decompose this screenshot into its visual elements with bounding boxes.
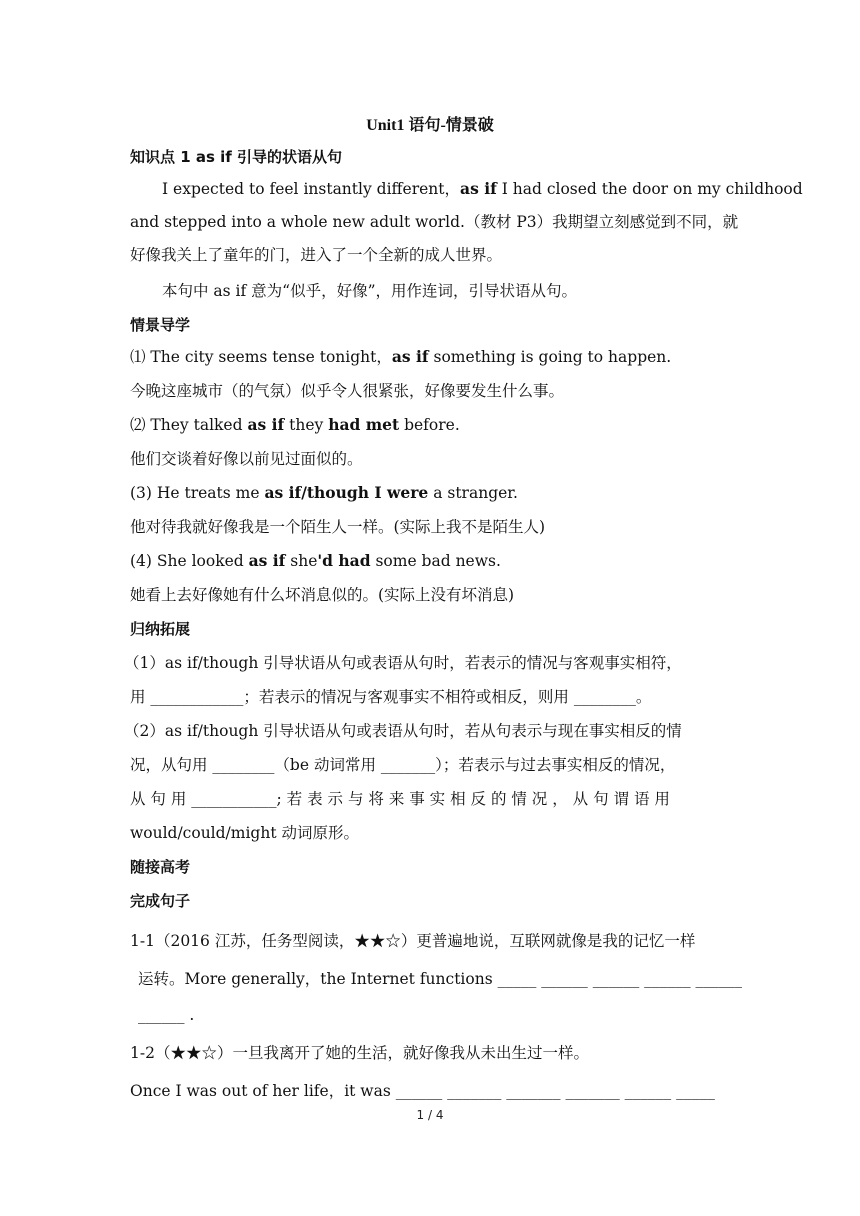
scene-heading: 情景导学	[130, 316, 191, 334]
summary-point-2-line-1: （2）as if/though 引导状语从句或表语从句时，若从句表示与现在事实相反的情	[124, 722, 682, 740]
scene-sentence-1: ⑴ The city seems tense tonight，as if something is going to happen.	[130, 347, 672, 366]
summary-heading: 归纳拓展	[130, 620, 191, 638]
summary-point-1-line-1: （1）as if/though 引导状语从句或表语从句时，若表示的情况与客观事实相符，	[124, 654, 682, 672]
page-number: 1 / 4	[416, 1108, 444, 1122]
summary-point-2-line-4: would/could/might 动词原形。	[130, 824, 359, 842]
exercise-1-1-line-3: ______ .	[138, 1006, 195, 1024]
bold-phrase: as if	[460, 179, 497, 198]
scene-sentence-4: (4) She looked as if she'd had some bad news.	[130, 551, 501, 570]
example-note: 本句中 as if 意为“似乎，好像”，用作连词，引导状语从句。	[162, 282, 578, 300]
scene-sentence-2: ⑵ They talked as if they had met before.	[130, 415, 460, 434]
example-line-1: I expected to feel instantly different，as if I had closed the door on my childhood	[162, 179, 803, 198]
exercise-1-1-line-1: 1-1（2016 江苏，任务型阅读，★★☆）更普遍地说，互联网就像是我的记忆一样	[130, 932, 696, 950]
complete-sentences-heading: 完成句子	[130, 892, 191, 910]
page-title: Unit1 语句-情景破	[366, 117, 494, 134]
example-line-2: and stepped into a whole new adult world.（教材 P3）我期望立刻感觉到不同，就	[130, 213, 739, 231]
scene-translation-1: 今晚这座城市（的气氛）似乎令人很紧张，好像要发生什么事。	[130, 382, 565, 400]
scene-sentence-3: (3) He treats me as if/though I were a stranger.	[130, 483, 518, 502]
summary-point-2-line-2: 况，从句用 ________（be 动词常用 _______）；若表示与过去事实相反的情况，	[130, 756, 676, 774]
summary-point-2-line-3: 从 句 用 ___________; 若 表 示 与 将 来 事 实 相 反 的 情 况 ， 从 句 谓 语 用	[130, 790, 670, 808]
exercise-1-1-line-2: 运转。More generally，the Internet functions _____ ______ ______ ______ ______	[138, 970, 743, 988]
exam-heading: 随接高考	[130, 858, 191, 876]
exercise-1-2-line-1: 1-2（★★☆）一旦我离开了她的生活，就好像我从未出生过一样。	[130, 1044, 589, 1062]
exercise-1-2-line-2: Once I was out of her life，it was ______ _______ _______ _______ ______ _____	[130, 1082, 715, 1100]
summary-point-1-line-2: 用 ____________；若表示的情况与客观事实不相符或相反，则用 ________。	[130, 688, 652, 706]
scene-translation-3: 他对待我就好像我是一个陌生人一样。(实际上我不是陌生人)	[130, 518, 546, 536]
scene-translation-4: 她看上去好像她有什么坏消息似的。(实际上没有坏消息)	[130, 586, 515, 604]
scene-translation-2: 他们交谈着好像以前见过面似的。	[130, 450, 363, 468]
example-line-3: 好像我关上了童年的门，进入了一个全新的成人世界。	[130, 246, 503, 264]
knowledge-point-heading: 知识点 1 as if 引导的状语从句	[130, 148, 343, 166]
